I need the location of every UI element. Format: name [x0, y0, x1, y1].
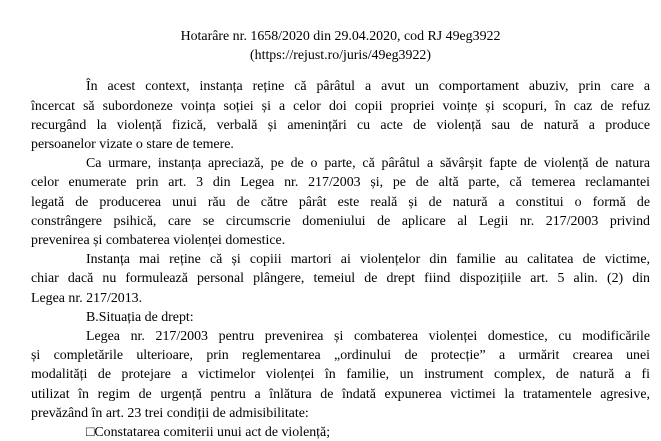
- text-line: modalități de protejare a victimelor violenței în familie, un instrument complex, de natură a fi: [31, 367, 650, 383]
- text-line: legată de producerea unui rău de către pârât este reală și de natură a constitui o formă de: [31, 194, 650, 210]
- text-line: □Constatarea comiterii unui act de violență;: [86, 425, 331, 441]
- text-line: B.Situația de drept:: [86, 309, 194, 325]
- document-body: [31, 77, 650, 441]
- text-line: recurgând la violență fizică, verbală și amenințări cu acte de violență sau de natură a produce: [31, 117, 650, 133]
- text-line: utilizat în regim de urgență pentru a înlătura de îndată expunerea victimei la tratamentele agresive,: [31, 386, 650, 402]
- text-line: Instanța mai reține că și copiii martori ai violențelor din familie au calitatea de victime,: [86, 252, 650, 268]
- paragraph: [31, 423, 650, 441]
- text-line: și completările ulterioare, prin reglementarea „ordinului de protecție” a urmărit crearea unei: [31, 348, 650, 364]
- text-line: Legea nr. 217/2013.: [31, 290, 143, 306]
- text-line: chiar dacă nu formulează personal plângere, temeiul de drept fiind dispozițiile art. 5 alin. (2) din: [31, 271, 650, 287]
- text-line: persoanelor vizate o stare de temere.: [31, 137, 234, 153]
- text-line: prevenirea și combaterea violenței domestice.: [31, 233, 286, 249]
- text-line: constrângere psihică, care se circumscrie domeniului de aplicare al Legii nr. 217/2003 privind: [31, 213, 650, 229]
- paragraph: [31, 77, 650, 154]
- text-line: Legea nr. 217/2003 pentru prevenirea și combaterea violenței domestice, cu modificările: [86, 329, 650, 345]
- text-line: încercat să subordoneze voința soției și a celor doi copii propriei voințe și scopuri, în caz de refuz: [31, 98, 650, 114]
- text-line: celor enumerate prin art. 3 din Legea nr. 217/2003 și, pe de altă parte, că temerea reclamantei: [31, 175, 650, 191]
- document-header: [31, 27, 650, 65]
- paragraph: [31, 308, 650, 327]
- text-line: prevăzând în art. 23 trei condiții de admisibilitate:: [31, 405, 309, 421]
- text-line: Ca urmare, instanța apreciază, pe de o parte, că pârâtul a săvârșit fapte de violență de natura: [86, 156, 650, 172]
- text-line: În acest context, instanța reține că pârâtul a avut un comportament abuziv, prin care a: [86, 79, 650, 95]
- paragraph: [31, 250, 650, 308]
- paragraph: [31, 327, 650, 423]
- paragraph: [31, 154, 650, 250]
- document-title: Hotarâre nr. 1658/2020 din 29.04.2020, cod RJ 49eg3922: [180, 29, 501, 44]
- document-url: (https://rejust.ro/juris/49eg3922): [250, 48, 431, 64]
